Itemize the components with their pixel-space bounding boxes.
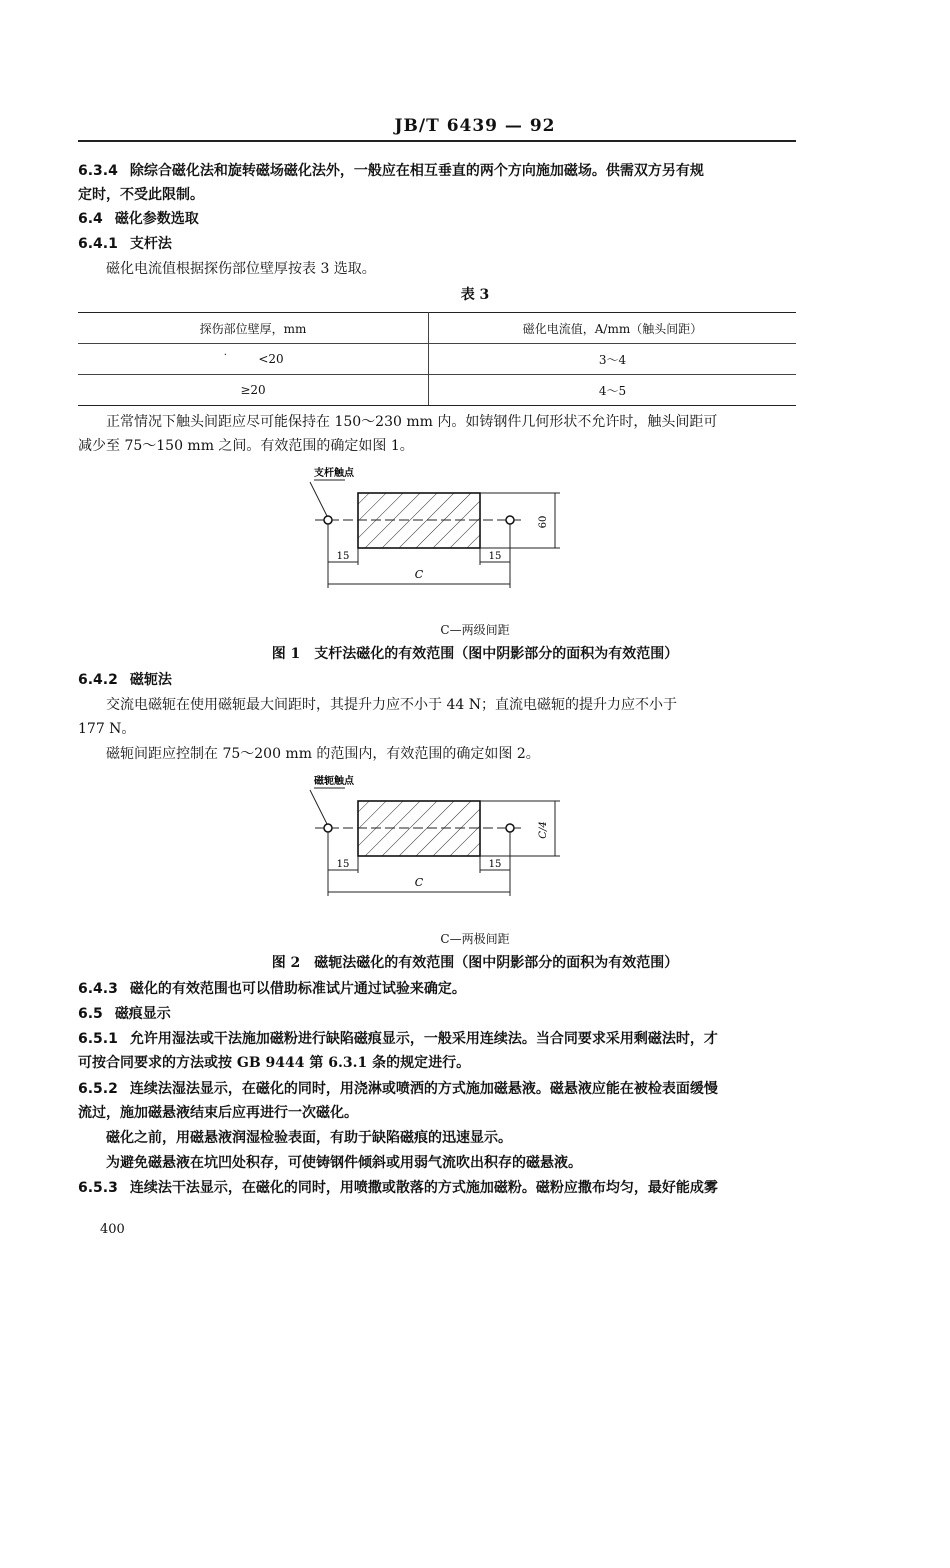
dimension-left: 15 <box>336 859 350 870</box>
stray-mark: ˙ <box>222 352 229 366</box>
section-number: 6.4.3 <box>78 981 118 997</box>
figure-1-diagram <box>300 460 590 595</box>
paragraph-line: 为避免磁悬液在坑凹处积存，可使铸钢件倾斜或用弱气流吹出积存的磁悬液。 <box>106 1155 582 1171</box>
dimension-left: 15 <box>336 551 350 562</box>
section-number: 6.3.4 <box>78 163 118 179</box>
figure-legend: C—两极间距 <box>440 932 510 946</box>
header-rule <box>78 140 796 142</box>
section-number: 6.5 <box>78 1006 103 1022</box>
dimension-bottom: C <box>414 568 424 581</box>
table-cell: ≥20 <box>78 375 429 406</box>
paragraph-line: 连续法干法显示，在磁化的同时，用喷撒或散落的方式施加磁粉。磁粉应撒布均匀，最好能成雾 <box>129 1180 718 1196</box>
paragraph-line: 交流电磁轭在使用磁轭最大间距时，其提升力应不小于 44 N；直流电磁轭的提升力应不小于 <box>106 697 677 713</box>
paragraph-line: 连续法湿法显示，在磁化的同时，用浇淋或喷洒的方式施加磁悬液。磁悬液应能在被检表面缓慢 <box>129 1081 718 1097</box>
section-6-4-1-heading <box>78 233 172 255</box>
paragraph-line: 177 N。 <box>78 721 136 737</box>
section-number: 6.5.2 <box>78 1081 118 1097</box>
section-6-5-2 <box>78 1078 718 1100</box>
section-number: 6.5.3 <box>78 1180 118 1196</box>
table-caption: 表 3 <box>460 287 490 303</box>
table-row <box>78 375 796 406</box>
table-3 <box>78 312 796 406</box>
callout-leader-line <box>310 482 327 516</box>
table-row <box>78 344 796 375</box>
paragraph-line: 可按合同要求的方法或按 GB 9444 第 6.3.1 条的规定进行。 <box>78 1055 471 1071</box>
dimension-bottom: C <box>414 876 424 889</box>
contact-point-right <box>506 516 514 524</box>
section-6-4-3 <box>78 978 466 1000</box>
document-header: JB/T 6439 — 92 <box>394 116 556 136</box>
table-header-cell: 探伤部位壁厚，mm <box>78 313 429 344</box>
dimension-right: 15 <box>488 551 502 562</box>
contact-point-left <box>324 516 332 524</box>
section-6-5-heading <box>78 1003 171 1025</box>
paragraph-line: 正常情况下触头间距应尽可能保持在 150～230 mm 内。如铸钢件几何形状不允许时，触头间距可 <box>106 414 718 430</box>
paragraph-line: 允许用湿法或干法施加磁粉进行缺陷磁痕显示，一般采用连续法。当合同要求采用剩磁法时，才 <box>129 1031 718 1047</box>
paragraph-line: 减少至 75～150 mm 之间。有效范围的确定如图 1。 <box>78 438 414 454</box>
dimension-side: 60 <box>538 515 549 529</box>
section-6-5-3 <box>78 1177 718 1199</box>
paragraph-line: 磁轭间距应控制在 75～200 mm 的范围内，有效范围的确定如图 2。 <box>106 746 540 762</box>
section-title: 磁轭法 <box>129 672 172 688</box>
section-6-5-1 <box>78 1028 718 1050</box>
section-number: 6.5.1 <box>78 1031 118 1047</box>
paragraph-line: 除综合磁化法和旋转磁场磁化法外，一般应在相互垂直的两个方向施加磁场。供需双方另有规 <box>129 163 704 179</box>
paragraph-line: 流过，施加磁悬液结束后应再进行一次磁化。 <box>78 1105 358 1121</box>
page-number: 400 <box>100 1222 125 1237</box>
callout-leader-line <box>310 790 327 824</box>
callout-label: 磁轭触点 <box>314 776 354 787</box>
table-cell: 4～5 <box>429 375 797 406</box>
contact-point-right <box>506 824 514 832</box>
cell-value: <20 <box>258 352 284 366</box>
section-title: 支杆法 <box>129 236 172 252</box>
section-6-4-2-heading <box>78 669 172 691</box>
section-number: 6.4.1 <box>78 236 118 252</box>
paragraph-line: 定时，不受此限制。 <box>78 187 204 203</box>
callout-label: 支杆触点 <box>314 468 354 479</box>
section-6-4-heading <box>78 208 199 230</box>
dimension-right: 15 <box>488 859 502 870</box>
table-cell <box>78 344 429 375</box>
paragraph-line: 磁化的有效范围也可以借助标准试片通过试验来确定。 <box>129 981 466 997</box>
figure-2-diagram <box>300 768 590 903</box>
paragraph-line: 磁化之前，用磁悬液润湿检验表面，有助于缺陷磁痕的迅速显示。 <box>106 1130 512 1146</box>
figure-caption: 图 2 磁轭法磁化的有效范围（图中阴影部分的面积为有效范围） <box>271 955 679 971</box>
section-title: 磁痕显示 <box>114 1006 171 1022</box>
section-number: 6.4.2 <box>78 672 118 688</box>
table-header-cell: 磁化电流值，A/mm（触头间距） <box>429 313 797 344</box>
figure-caption: 图 1 支杆法磁化的有效范围（图中阴影部分的面积为有效范围） <box>271 646 679 662</box>
section-6-3-4 <box>78 160 704 182</box>
figure-legend: C—两级间距 <box>440 623 510 637</box>
dimension-side: C/4 <box>538 821 549 839</box>
section-title: 磁化参数选取 <box>114 211 199 227</box>
table-header-row <box>78 313 796 344</box>
paragraph-line: 磁化电流值根据探伤部位壁厚按表 3 选取。 <box>106 261 376 277</box>
section-number: 6.4 <box>78 211 103 227</box>
table-cell: 3～4 <box>429 344 797 375</box>
contact-point-left <box>324 824 332 832</box>
